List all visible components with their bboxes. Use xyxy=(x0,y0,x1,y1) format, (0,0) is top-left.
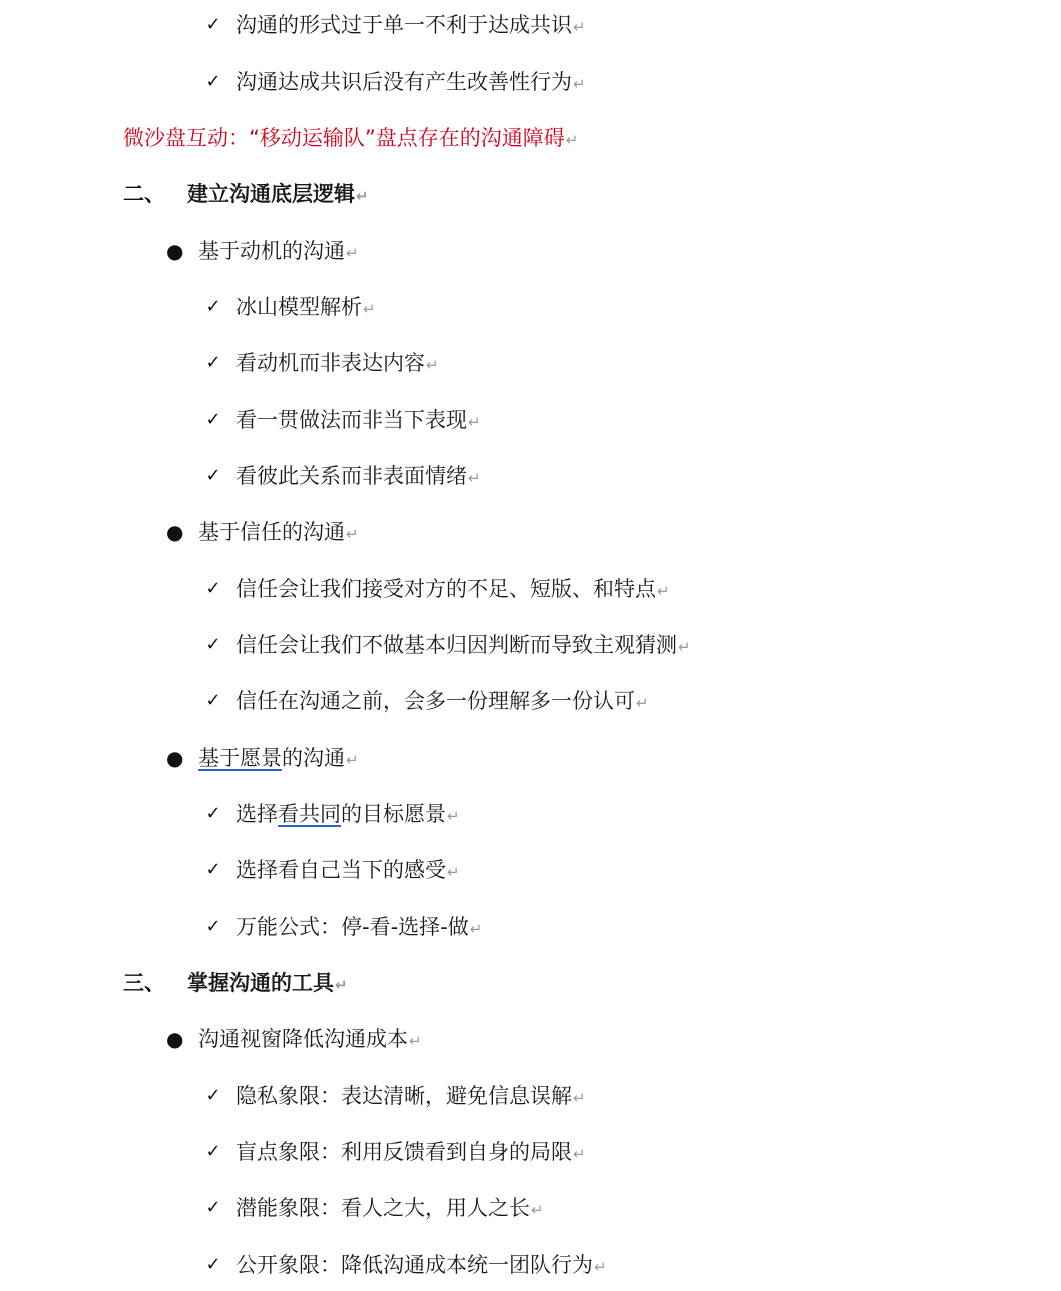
list-item xyxy=(0,343,439,383)
list-item-text: 沟通达成共识后没有产生改善性行为 xyxy=(236,70,572,94)
list-item xyxy=(0,62,586,102)
list-item-text: 沟通的形式过于单一不利于达成共识 xyxy=(236,13,572,37)
paragraph-mark-icon: ↵ xyxy=(356,187,369,205)
bullet-item xyxy=(0,738,359,778)
list-item-text: 隐私象限：表达清晰，避免信息误解 xyxy=(236,1084,572,1108)
list-item xyxy=(0,850,460,890)
bullet-item-text: 基于信任的沟通 xyxy=(198,520,345,544)
paragraph-mark-icon: ↵ xyxy=(346,244,359,262)
activity-note xyxy=(0,118,578,158)
paragraph-mark-icon: ↵ xyxy=(447,807,460,825)
list-item xyxy=(0,1188,544,1228)
activity-note-text: 微沙盘互动：“移动运输队”盘点存在的沟通障碍 xyxy=(123,126,565,150)
bullet-dot-icon: ● xyxy=(166,520,184,544)
paragraph-mark-icon: ↵ xyxy=(636,694,649,712)
list-item-text: 看一贯做法而非当下表现 xyxy=(236,408,467,432)
checkmark-icon: ✓ xyxy=(205,690,221,711)
list-item xyxy=(0,794,460,834)
checkmark-icon: ✓ xyxy=(205,14,221,35)
paragraph-mark-icon: ↵ xyxy=(468,469,481,487)
list-item xyxy=(0,1132,586,1172)
bullet-item-text xyxy=(198,738,345,778)
checkmark-icon: ✓ xyxy=(205,578,221,599)
paragraph-mark-icon: ↵ xyxy=(573,1089,586,1107)
checkmark-icon: ✓ xyxy=(205,859,221,880)
checkmark-icon: ✓ xyxy=(205,916,221,937)
list-item-text: 公开象限：降低沟通成本统一团队行为 xyxy=(236,1253,593,1277)
underlined-text: 看共同 xyxy=(278,802,341,826)
checkmark-icon: ✓ xyxy=(205,1254,221,1275)
checkmark-icon: ✓ xyxy=(205,465,221,486)
paragraph-mark-icon: ↵ xyxy=(565,131,579,149)
list-item xyxy=(0,625,691,665)
section-heading-text: 掌握沟通的工具 xyxy=(187,971,334,995)
bullet-item xyxy=(0,512,359,552)
list-item xyxy=(0,1245,607,1285)
bullet-item-text-rest: 的沟通 xyxy=(282,746,345,770)
list-item xyxy=(0,907,482,947)
paragraph-mark-icon: ↵ xyxy=(573,18,586,36)
paragraph-mark-icon: ↵ xyxy=(657,582,670,600)
list-item xyxy=(0,569,670,609)
bullet-dot-icon: ● xyxy=(166,239,184,263)
list-item xyxy=(0,287,376,327)
section-heading xyxy=(0,174,369,214)
bullet-item-text: 沟通视窗降低沟通成本 xyxy=(198,1027,408,1051)
list-item xyxy=(0,400,481,440)
list-item-text: 冰山模型解析 xyxy=(236,295,362,319)
checkmark-icon: ✓ xyxy=(205,296,221,317)
paragraph-mark-icon: ↵ xyxy=(346,751,359,769)
list-item-text: 看动机而非表达内容 xyxy=(236,351,425,375)
section-heading-text: 建立沟通底层逻辑 xyxy=(187,182,355,206)
bullet-item xyxy=(0,1019,422,1059)
list-item-text xyxy=(236,794,446,834)
bullet-dot-icon: ● xyxy=(166,746,184,770)
paragraph-mark-icon: ↵ xyxy=(469,920,483,938)
bullet-item-text: 基于动机的沟通 xyxy=(198,239,345,263)
paragraph-mark-icon: ↵ xyxy=(594,1258,607,1276)
list-item-text: 信任在沟通之前，会多一份理解多一份认可 xyxy=(236,689,635,713)
list-item-text: 信任会让我们不做基本归因判断而导致主观猜测 xyxy=(236,633,677,657)
checkmark-icon: ✓ xyxy=(205,1197,221,1218)
checkmark-icon: ✓ xyxy=(205,71,221,92)
checkmark-icon: ✓ xyxy=(205,409,221,430)
checkmark-icon: ✓ xyxy=(205,1085,221,1106)
list-item xyxy=(0,1076,586,1116)
list-item-text: 万能公式：停-看-选择-做 xyxy=(236,915,469,939)
paragraph-mark-icon: ↵ xyxy=(363,300,376,318)
checkmark-icon: ✓ xyxy=(205,803,221,824)
section-number: 二、 xyxy=(123,182,165,206)
paragraph-mark-icon: ↵ xyxy=(573,1145,586,1163)
checkmark-icon: ✓ xyxy=(205,634,221,655)
bullet-item xyxy=(0,231,359,271)
list-item-text: 看彼此关系而非表面情绪 xyxy=(236,464,467,488)
paragraph-mark-icon: ↵ xyxy=(447,863,460,881)
list-item-text: 盲点象限：利用反馈看到自身的局限 xyxy=(236,1140,572,1164)
list-item xyxy=(0,681,649,721)
checkmark-icon: ✓ xyxy=(205,1141,221,1162)
paragraph-mark-icon: ↵ xyxy=(573,75,586,93)
paragraph-mark-icon: ↵ xyxy=(678,638,691,656)
paragraph-mark-icon: ↵ xyxy=(531,1201,544,1219)
paragraph-mark-icon: ↵ xyxy=(426,356,439,374)
section-number: 三、 xyxy=(123,971,165,995)
paragraph-mark-icon: ↵ xyxy=(468,413,481,431)
checkmark-icon: ✓ xyxy=(205,352,221,373)
paragraph-mark-icon: ↵ xyxy=(346,525,359,543)
paragraph-mark-icon: ↵ xyxy=(335,976,348,994)
underlined-text: 基于愿景 xyxy=(198,746,282,770)
paragraph-mark-icon: ↵ xyxy=(409,1032,422,1050)
list-item-text: 信任会让我们接受对方的不足、短版、和特点 xyxy=(236,577,656,601)
section-heading xyxy=(0,963,348,1003)
list-item-text: 潜能象限：看人之大，用人之长 xyxy=(236,1196,530,1220)
list-item-text-pre: 选择 xyxy=(236,802,278,826)
list-item-text: 选择看自己当下的感受 xyxy=(236,858,446,882)
list-item-text-rest: 的目标愿景 xyxy=(341,802,446,826)
bullet-dot-icon: ● xyxy=(166,1027,184,1051)
list-item xyxy=(0,456,481,496)
list-item xyxy=(0,5,586,45)
